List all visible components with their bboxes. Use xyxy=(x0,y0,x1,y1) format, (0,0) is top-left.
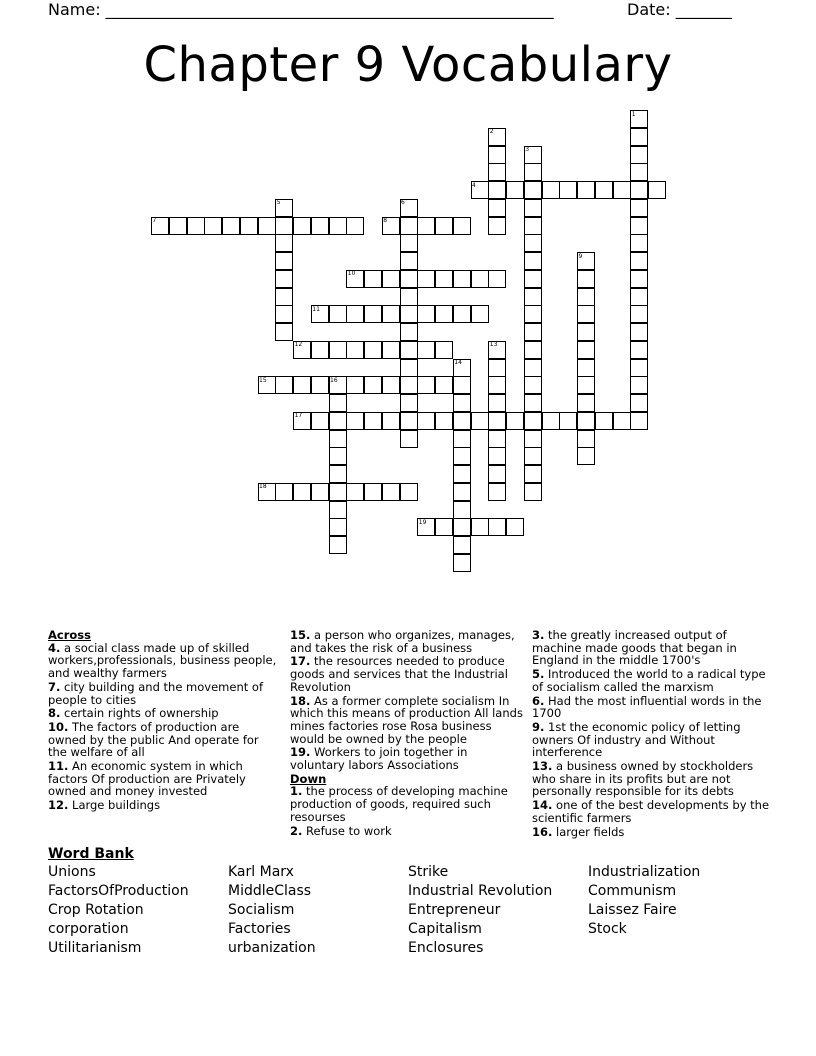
grid-cell[interactable] xyxy=(630,110,648,128)
grid-cell[interactable] xyxy=(453,376,471,394)
clue-number-label: 2 xyxy=(489,128,494,136)
grid-cell[interactable] xyxy=(400,323,418,341)
grid-cell[interactable] xyxy=(275,252,293,270)
grid-cell[interactable] xyxy=(293,217,311,235)
grid-cell[interactable] xyxy=(364,412,382,430)
grid-cell[interactable] xyxy=(258,217,276,235)
grid-cell[interactable] xyxy=(293,376,311,394)
grid-cell[interactable] xyxy=(471,305,489,323)
grid-cell[interactable] xyxy=(275,217,293,235)
clue-number-label: 11 xyxy=(312,305,320,313)
word-bank-item: Karl Marx xyxy=(228,864,294,880)
grid-cell[interactable] xyxy=(417,518,435,536)
grid-cell[interactable] xyxy=(471,412,489,430)
grid-cell[interactable] xyxy=(488,359,506,377)
grid-cell[interactable] xyxy=(435,217,453,235)
grid-cell[interactable] xyxy=(346,341,364,359)
clue-number-label: 9 xyxy=(578,252,583,260)
grid-cell[interactable] xyxy=(524,199,542,217)
grid-cell[interactable] xyxy=(275,288,293,306)
grid-cell[interactable] xyxy=(240,217,258,235)
grid-cell[interactable] xyxy=(453,412,471,430)
grid-cell[interactable] xyxy=(329,447,347,465)
grid-cell[interactable] xyxy=(275,483,293,501)
word-bank-item: Communism xyxy=(588,883,677,899)
clue-down-16: 16. larger fields xyxy=(532,824,625,839)
grid-cell[interactable] xyxy=(453,305,471,323)
grid-cell[interactable] xyxy=(453,270,471,288)
grid-cell[interactable] xyxy=(524,252,542,270)
clue-across-19: 19. Workers to join together in voluntary labors Associations xyxy=(290,745,468,773)
clue-number-label: 10 xyxy=(347,270,356,278)
grid-cell[interactable] xyxy=(346,483,364,501)
grid-cell[interactable] xyxy=(524,447,542,465)
grid-cell[interactable] xyxy=(577,323,595,341)
clue-number-label: 13 xyxy=(489,341,498,349)
grid-cell[interactable] xyxy=(329,430,347,448)
grid-cell[interactable] xyxy=(293,412,311,430)
grid-cell[interactable] xyxy=(488,430,506,448)
grid-cell[interactable] xyxy=(488,412,506,430)
grid-cell[interactable] xyxy=(453,518,471,536)
grid-cell[interactable] xyxy=(524,288,542,306)
grid-cell[interactable] xyxy=(577,430,595,448)
grid-cell[interactable] xyxy=(417,376,435,394)
grid-cell[interactable] xyxy=(630,146,648,164)
grid-cell[interactable] xyxy=(488,341,506,359)
grid-cell[interactable] xyxy=(630,359,648,377)
grid-cell[interactable] xyxy=(506,181,524,199)
grid-cell[interactable] xyxy=(524,234,542,252)
grid-cell[interactable] xyxy=(453,501,471,519)
grid-cell[interactable] xyxy=(630,305,648,323)
word-bank-item: MiddleClass xyxy=(228,883,312,899)
grid-cell[interactable] xyxy=(329,305,347,323)
grid-cell[interactable] xyxy=(488,376,506,394)
grid-cell[interactable] xyxy=(524,323,542,341)
grid-cell[interactable] xyxy=(453,447,471,465)
grid-cell[interactable] xyxy=(488,181,506,199)
word-bank-item: Socialism xyxy=(228,902,295,918)
word-bank-item: Strike xyxy=(408,864,449,880)
grid-cell[interactable] xyxy=(258,376,276,394)
grid-cell[interactable] xyxy=(524,483,542,501)
clue-across-7: 7. city building and the movement of people to cities xyxy=(48,679,263,707)
clue-across-18: 18. As a former complete socialism In which this means of production All lands mines factories rose Rosa business would be owned by the people xyxy=(290,693,523,746)
grid-cell[interactable] xyxy=(524,341,542,359)
grid-cell[interactable] xyxy=(542,181,560,199)
word-bank-item: Unions xyxy=(48,864,96,880)
grid-cell[interactable] xyxy=(329,465,347,483)
date-field[interactable]: Date: _______ xyxy=(627,0,732,19)
grid-cell[interactable] xyxy=(329,501,347,519)
word-bank-item: FactorsOfProduction xyxy=(48,883,189,899)
across-heading: Across xyxy=(48,628,91,642)
grid-cell[interactable] xyxy=(222,217,240,235)
grid-cell[interactable] xyxy=(577,412,595,430)
grid-cell[interactable] xyxy=(311,305,329,323)
clue-down-13: 13. a business owned by stockholders who share in its profits but are not personally responsible for its debts xyxy=(532,759,754,799)
grid-cell[interactable] xyxy=(630,394,648,412)
grid-cell[interactable] xyxy=(577,341,595,359)
grid-cell[interactable] xyxy=(400,234,418,252)
grid-cell[interactable] xyxy=(630,376,648,394)
grid-cell[interactable] xyxy=(577,359,595,377)
grid-cell[interactable] xyxy=(417,412,435,430)
grid-cell[interactable] xyxy=(311,412,329,430)
grid-cell[interactable] xyxy=(382,412,400,430)
grid-cell[interactable] xyxy=(577,305,595,323)
grid-cell[interactable] xyxy=(346,412,364,430)
grid-cell[interactable] xyxy=(595,412,613,430)
grid-cell[interactable] xyxy=(542,412,560,430)
grid-cell[interactable] xyxy=(311,341,329,359)
grid-cell[interactable] xyxy=(524,305,542,323)
grid-cell[interactable] xyxy=(382,376,400,394)
grid-cell[interactable] xyxy=(613,181,631,199)
grid-cell[interactable] xyxy=(595,181,613,199)
grid-cell[interactable] xyxy=(435,376,453,394)
grid-cell[interactable] xyxy=(382,305,400,323)
clue-number-label: 3 xyxy=(525,146,530,153)
grid-cell[interactable] xyxy=(630,199,648,217)
grid-cell[interactable] xyxy=(417,217,435,235)
word-bank-column-2 xyxy=(228,863,316,958)
clue-number-label: 19 xyxy=(418,518,427,526)
clue-across-17: 17. the resources needed to produce goods and services that the Industrial Revolution xyxy=(290,654,508,694)
word-bank-item: Capitalism xyxy=(408,921,482,937)
grid-cell[interactable] xyxy=(577,252,595,270)
grid-cell[interactable] xyxy=(630,128,648,146)
grid-cell[interactable] xyxy=(453,536,471,554)
grid-cell[interactable] xyxy=(524,412,542,430)
clue-number-label: 7 xyxy=(152,217,157,224)
clue-number-label: 6 xyxy=(401,199,405,207)
grid-cell[interactable] xyxy=(275,376,293,394)
word-bank-column-4 xyxy=(588,863,700,939)
grid-cell[interactable] xyxy=(346,376,364,394)
grid-cell[interactable] xyxy=(187,217,205,235)
grid-cell[interactable] xyxy=(453,394,471,412)
grid-cell[interactable] xyxy=(471,181,489,199)
word-bank-item: Utilitarianism xyxy=(48,940,142,956)
clue-down-2: 2. Refuse to work xyxy=(290,823,392,838)
word-bank-item: Factories xyxy=(228,921,291,937)
grid-cell[interactable] xyxy=(453,430,471,448)
clue-number-label: 16 xyxy=(330,376,338,384)
grid-cell[interactable] xyxy=(577,447,595,465)
grid-cell[interactable] xyxy=(417,341,435,359)
clue-number-label: 17 xyxy=(294,412,303,420)
grid-cell[interactable] xyxy=(524,270,542,288)
grid-cell[interactable] xyxy=(400,376,418,394)
grid-cell[interactable] xyxy=(400,394,418,412)
clue-across-10: 10. The factors of production are owned by the public And operate for the welfare of all xyxy=(48,719,259,760)
grid-cell[interactable] xyxy=(346,217,364,235)
clue-across-11: 11. An economic system in which factors Of production are Privately owned and money invested xyxy=(48,759,246,799)
grid-cell[interactable] xyxy=(488,447,506,465)
grid-cell[interactable] xyxy=(648,181,666,199)
grid-cell[interactable] xyxy=(400,412,418,430)
grid-cell[interactable] xyxy=(488,163,506,181)
clue-across-4: 4. a social class made up of skilled workers,professionals, business people, and wealthy farmers xyxy=(48,640,277,681)
grid-cell[interactable] xyxy=(488,146,506,164)
grid-cell[interactable] xyxy=(400,288,418,306)
grid-cell[interactable] xyxy=(169,217,187,235)
clues-column-3 xyxy=(532,629,770,839)
grid-cell[interactable] xyxy=(382,341,400,359)
word-bank-item: Entrepreneur xyxy=(408,902,501,918)
grid-cell[interactable] xyxy=(293,341,311,359)
word-bank-item: Crop Rotation xyxy=(48,902,144,918)
word-bank-item: corporation xyxy=(48,921,129,937)
grid-cell[interactable] xyxy=(524,394,542,412)
grid-cell[interactable] xyxy=(435,270,453,288)
grid-cell[interactable] xyxy=(364,305,382,323)
grid-cell[interactable] xyxy=(630,412,648,430)
word-bank-title: Word Bank xyxy=(48,846,134,862)
grid-cell[interactable] xyxy=(329,394,347,412)
clue-across-12: 12. Large buildings xyxy=(48,798,161,813)
clue-down-14: 14. one of the best developments by the scientific farmers xyxy=(532,798,770,825)
grid-cell[interactable] xyxy=(400,341,418,359)
grid-cell[interactable] xyxy=(630,270,648,288)
grid-cell[interactable] xyxy=(613,412,631,430)
grid-cell[interactable] xyxy=(382,270,400,288)
clue-across-8: 8. certain rights of ownership xyxy=(48,706,219,721)
grid-cell[interactable] xyxy=(435,305,453,323)
grid-cell[interactable] xyxy=(346,270,364,288)
clue-number-label: 14 xyxy=(454,359,462,366)
grid-cell[interactable] xyxy=(524,359,542,377)
grid-cell[interactable] xyxy=(488,394,506,412)
grid-cell[interactable] xyxy=(311,483,329,501)
word-bank-item: urbanization xyxy=(228,940,316,956)
clues-column-2 xyxy=(290,629,524,838)
clue-number-label: 1 xyxy=(631,110,636,118)
grid-cell[interactable] xyxy=(453,483,471,501)
grid-cell[interactable] xyxy=(488,483,506,501)
grid-cell[interactable] xyxy=(275,305,293,323)
grid-cell[interactable] xyxy=(506,412,524,430)
name-field[interactable]: Name: ________________________________________________________ xyxy=(48,0,554,19)
grid-cell[interactable] xyxy=(524,217,542,235)
grid-cell[interactable] xyxy=(488,199,506,217)
word-bank-column-3 xyxy=(408,863,552,958)
grid-cell[interactable] xyxy=(453,465,471,483)
grid-cell[interactable] xyxy=(400,270,418,288)
down-heading: Down xyxy=(290,771,327,786)
grid-cell[interactable] xyxy=(258,483,276,501)
clue-down-9: 9. 1st the economic policy of letting owners Of industry and Without interference xyxy=(532,719,741,760)
grid-cell[interactable] xyxy=(453,554,471,572)
grid-cell[interactable] xyxy=(311,376,329,394)
word-bank-item: Laissez Faire xyxy=(588,902,677,918)
grid-cell[interactable] xyxy=(630,163,648,181)
clue-down-1: 1. the process of developing machine production of goods, required such resourses xyxy=(290,784,508,824)
grid-cell[interactable] xyxy=(630,323,648,341)
grid-cell[interactable] xyxy=(275,199,293,217)
grid-cell[interactable] xyxy=(329,341,347,359)
grid-cell[interactable] xyxy=(559,412,577,430)
grid-cell[interactable] xyxy=(559,181,577,199)
word-bank-item: Stock xyxy=(588,921,627,937)
clues-column-1 xyxy=(48,629,280,813)
page-title: Chapter 9 Vocabulary xyxy=(143,37,673,93)
grid-cell[interactable] xyxy=(630,234,648,252)
clue-across-15: 15. a person who organizes, manages, and takes the risk of a business xyxy=(290,628,515,655)
grid-cell[interactable] xyxy=(488,217,506,235)
grid-cell[interactable] xyxy=(488,270,506,288)
grid-cell[interactable] xyxy=(435,341,453,359)
grid-cell[interactable] xyxy=(400,199,418,217)
clue-number-label: 18 xyxy=(259,483,267,491)
grid-cell[interactable] xyxy=(577,270,595,288)
grid-cell[interactable] xyxy=(524,465,542,483)
grid-cell[interactable] xyxy=(293,483,311,501)
clue-number-label: 4 xyxy=(472,181,476,189)
grid-cell[interactable] xyxy=(275,323,293,341)
grid-cell[interactable] xyxy=(577,394,595,412)
word-bank-item: Enclosures xyxy=(408,940,484,956)
grid-cell[interactable] xyxy=(364,341,382,359)
grid-cell[interactable] xyxy=(275,270,293,288)
grid-cell[interactable] xyxy=(471,270,489,288)
grid-cell[interactable] xyxy=(453,217,471,235)
grid-cell[interactable] xyxy=(382,217,400,235)
grid-cell[interactable] xyxy=(630,341,648,359)
grid-cell[interactable] xyxy=(204,217,222,235)
grid-cell[interactable] xyxy=(400,305,418,323)
clue-down-6: 6. Had the most influential words in the 1700 xyxy=(532,693,762,721)
clue-number-label: 15 xyxy=(259,376,267,384)
grid-cell[interactable] xyxy=(471,518,489,536)
grid-cell[interactable] xyxy=(329,376,347,394)
grid-cell[interactable] xyxy=(400,359,418,377)
grid-cell[interactable] xyxy=(329,518,347,536)
grid-cell[interactable] xyxy=(488,465,506,483)
grid-cell[interactable] xyxy=(524,376,542,394)
grid-cell[interactable] xyxy=(275,234,293,252)
grid-cell[interactable] xyxy=(400,430,418,448)
grid-cell[interactable] xyxy=(630,252,648,270)
grid-cell[interactable] xyxy=(329,412,347,430)
grid-cell[interactable] xyxy=(364,376,382,394)
grid-cell[interactable] xyxy=(630,288,648,306)
word-bank-item: Industrialization xyxy=(588,864,701,880)
grid-cell[interactable] xyxy=(524,163,542,181)
clue-number-label: 12 xyxy=(294,341,303,349)
grid-cell[interactable] xyxy=(311,217,329,235)
grid-cell[interactable] xyxy=(364,270,382,288)
grid-cell[interactable] xyxy=(453,359,471,377)
clue-down-3: 3. the greatly increased output of machine made goods that began in England in the middle 1700's xyxy=(532,628,737,668)
grid-cell[interactable] xyxy=(524,146,542,164)
grid-cell[interactable] xyxy=(400,217,418,235)
grid-cell[interactable] xyxy=(506,518,524,536)
grid-cell[interactable] xyxy=(630,181,648,199)
grid-cell[interactable] xyxy=(435,518,453,536)
grid-cell[interactable] xyxy=(577,288,595,306)
clue-number-label: 5 xyxy=(276,199,281,207)
word-bank-column-1 xyxy=(48,863,189,958)
grid-cell[interactable] xyxy=(382,483,400,501)
grid-cell[interactable] xyxy=(151,217,169,235)
grid-cell[interactable] xyxy=(488,518,506,536)
grid-cell[interactable] xyxy=(630,217,648,235)
grid-cell[interactable] xyxy=(524,181,542,199)
grid-cell[interactable] xyxy=(346,305,364,323)
grid-cell[interactable] xyxy=(524,430,542,448)
grid-cell[interactable] xyxy=(577,181,595,199)
clue-down-5: 5. Introduced the world to a radical type of socialism called the marxism xyxy=(532,667,766,694)
grid-cell[interactable] xyxy=(329,536,347,554)
word-bank-item: Industrial Revolution xyxy=(408,883,553,899)
grid-cell[interactable] xyxy=(488,128,506,146)
grid-cell[interactable] xyxy=(364,483,382,501)
grid-cell[interactable] xyxy=(329,217,347,235)
grid-cell[interactable] xyxy=(435,412,453,430)
grid-cell[interactable] xyxy=(400,483,418,501)
clue-number-label: 8 xyxy=(383,217,388,224)
grid-cell[interactable] xyxy=(577,376,595,394)
grid-cell[interactable] xyxy=(417,270,435,288)
grid-cell[interactable] xyxy=(417,305,435,323)
grid-cell[interactable] xyxy=(400,252,418,270)
grid-cell[interactable] xyxy=(329,483,347,501)
